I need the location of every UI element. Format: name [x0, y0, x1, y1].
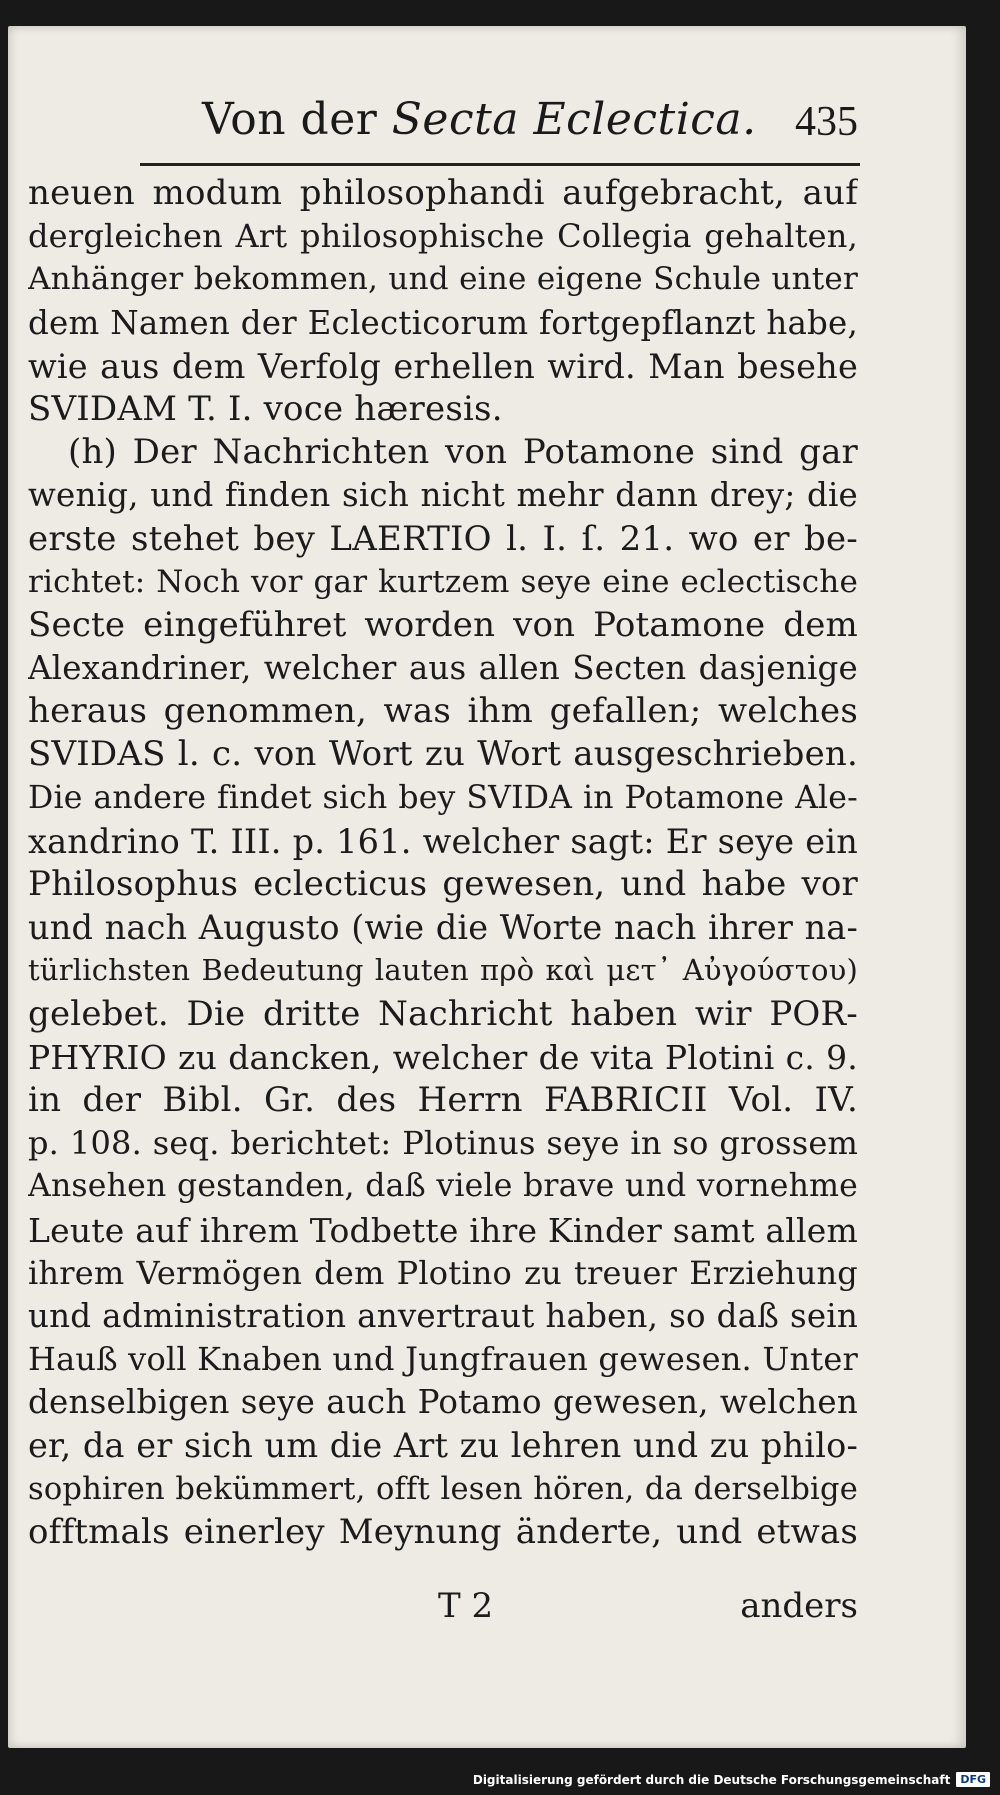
text-line: neuen modum philosophandi aufgebracht, auf: [28, 173, 858, 213]
page-header: [140, 74, 860, 144]
text-line: SVIDAS l. c. von Wort zu Wort ausgeschrieben.: [28, 734, 858, 775]
text-line: Secte eingeführet worden von Potamone dem: [28, 604, 858, 645]
text-line: ihrem Vermögen dem Plotino zu treuer Erziehung: [28, 1253, 858, 1292]
text-line: Hauß voll Knaben und Jungfrauen gewesen. Unter: [28, 1340, 858, 1379]
text-line: erste stehet bey LAERTIO l. I. ſ. 21. wo er be-: [28, 518, 858, 559]
text-line: Ansehen gestanden, daß viele brave und vornehme: [28, 1168, 858, 1205]
text-line: türlichsten Bedeutung lauten πρὸ καὶ μετ᾽ Αὐγούστου): [28, 953, 858, 988]
header-rule: [140, 163, 860, 166]
text-line: PHYRIO zu dancken, welcher de vita Plotini c. 9.: [28, 1037, 858, 1077]
text-line: p. 108. seq. berichtet: Plotinus seye in so grossem: [28, 1124, 858, 1163]
running-title: [202, 94, 757, 145]
text-line: sophiren bekümmert, offt lesen hören, da derselbige: [28, 1471, 858, 1507]
page-number: 435: [795, 99, 858, 145]
text-line: dem Namen der Eclecticorum fortgepflanzt habe,: [28, 303, 858, 342]
signature-mark: T 2: [438, 1586, 494, 1626]
text-line: wie aus dem Verfolg erhellen wird. Man besehe: [28, 346, 858, 386]
digitization-credit: [473, 1772, 990, 1787]
text-line: wenig, und finden sich nicht mehr dann drey; die: [28, 476, 858, 515]
text-line: Die andere findet sich bey SVIDA in Potamone Ale-: [28, 779, 858, 816]
credit-text: Digitalisierung gefördert durch die Deutsche Forschungsgemeinschaft: [472, 1772, 951, 1787]
running-title-fraktur: Von der: [202, 94, 392, 145]
text-line: er, da er sich um die Art zu lehren und zu philo-: [28, 1426, 858, 1466]
text-line: dergleichen Art philosophische Collegia gehalten,: [28, 217, 858, 256]
dfg-logo-icon: DFG: [956, 1772, 990, 1787]
text-line: in der Bibl. Gr. des Herrn FABRICII Vol. IV.: [28, 1079, 858, 1120]
text-line: Philosophus eclecticus gewesen, und habe vor: [28, 864, 858, 904]
text-line: Alexandriner, welcher aus allen Secten dasjenige: [28, 649, 858, 688]
text-line: und administration anvertraut haben, so daß sein: [28, 1296, 858, 1335]
text-line: Leute auf ihrem Todbette ihre Kinder samt allem: [28, 1210, 858, 1250]
text-line: denselbigen seye auch Potamo gewesen, welchen: [28, 1383, 858, 1422]
text-line: heraus genommen, was ihm gefallen; welches: [28, 691, 858, 732]
text-line: offtmals einerley Meynung änderte, und etwas: [28, 1511, 858, 1552]
text-line: SVIDAM T. I. voce hæresis.: [28, 388, 503, 429]
catchword: anders: [740, 1586, 858, 1626]
text-line: xandrino T. III. p. 161. welcher sagt: Er seye ein: [28, 821, 858, 861]
running-title-italic: Secta Eclectica.: [391, 94, 757, 145]
page-footer: [28, 1586, 858, 1630]
text-line: (h) Der Nachrichten von Potamone sind gar: [68, 432, 858, 473]
text-line: gelebet. Die dritte Nachricht haben wir POR-: [28, 993, 858, 1034]
text-line: richtet: Noch vor gar kurtzem seye eine eclectische: [28, 563, 858, 600]
body-text: [28, 172, 858, 1554]
text-line: und nach Augusto (wie die Worte nach ihrer na-: [28, 908, 858, 948]
text-line: Anhänger bekommen, und eine eigene Schule unter: [28, 261, 858, 298]
